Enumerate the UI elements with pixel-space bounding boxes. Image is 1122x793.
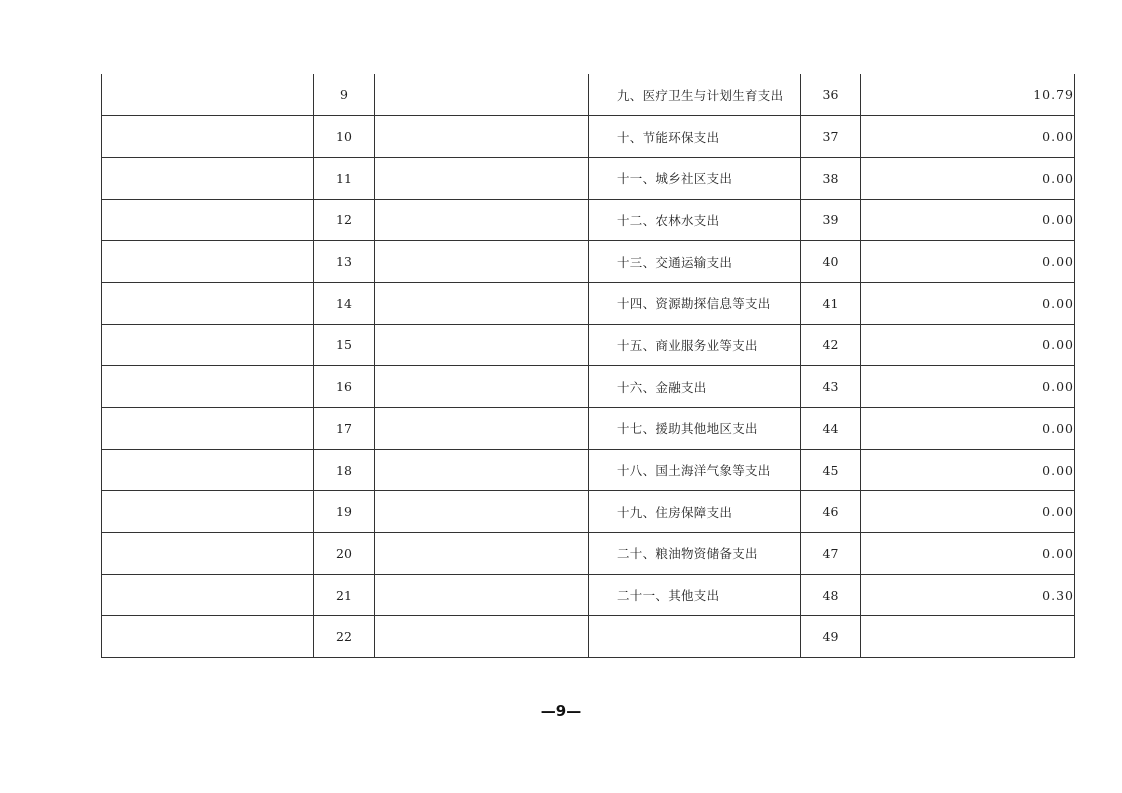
left-item-cell [102, 282, 314, 324]
right-row-number: 42 [801, 324, 861, 366]
right-row-number: 40 [801, 241, 861, 283]
left-amount-cell [375, 241, 589, 283]
left-amount-cell [375, 491, 589, 533]
right-item-label: 十二、农林水支出 [589, 199, 801, 241]
table-row [102, 74, 1075, 116]
left-row-number: 11 [314, 157, 375, 199]
budget-table-body [102, 74, 1075, 658]
left-item-cell [102, 533, 314, 575]
right-row-number: 47 [801, 533, 861, 575]
right-amount-value: 0.00 [861, 533, 1075, 575]
table-row [102, 491, 1075, 533]
left-item-cell [102, 116, 314, 158]
left-item-cell [102, 241, 314, 283]
left-row-number: 13 [314, 241, 375, 283]
table-row [102, 116, 1075, 158]
left-row-number: 18 [314, 449, 375, 491]
left-item-cell [102, 408, 314, 450]
left-item-cell [102, 449, 314, 491]
left-item-cell [102, 157, 314, 199]
left-item-cell [102, 199, 314, 241]
table-row [102, 324, 1075, 366]
right-item-label: 十八、国土海洋气象等支出 [589, 449, 801, 491]
left-row-number: 19 [314, 491, 375, 533]
left-row-number: 22 [314, 616, 375, 658]
right-amount-value: 0.00 [861, 366, 1075, 408]
right-item-label: 十四、资源勘探信息等支出 [589, 282, 801, 324]
left-amount-cell [375, 533, 589, 575]
table-row [102, 616, 1075, 658]
right-item-label: 二十、粮油物资储备支出 [589, 533, 801, 575]
right-amount-value: 0.00 [861, 157, 1075, 199]
page-number: —9— [540, 702, 582, 720]
right-amount-value: 10.79 [861, 74, 1075, 116]
right-item-label: 十三、交通运输支出 [589, 241, 801, 283]
right-amount-value: 0.00 [861, 491, 1075, 533]
left-item-cell [102, 574, 314, 616]
left-row-number: 21 [314, 574, 375, 616]
left-row-number: 9 [314, 74, 375, 116]
left-amount-cell [375, 199, 589, 241]
left-amount-cell [375, 282, 589, 324]
right-amount-value: 0.00 [861, 449, 1075, 491]
table-row [102, 282, 1075, 324]
left-amount-cell [375, 157, 589, 199]
right-amount-value: 0.00 [861, 408, 1075, 450]
left-amount-cell [375, 366, 589, 408]
right-row-number: 38 [801, 157, 861, 199]
left-item-cell [102, 366, 314, 408]
table-row [102, 408, 1075, 450]
left-amount-cell [375, 449, 589, 491]
table-row [102, 157, 1075, 199]
left-row-number: 20 [314, 533, 375, 575]
right-amount-value: 0.00 [861, 116, 1075, 158]
right-row-number: 44 [801, 408, 861, 450]
table-row [102, 533, 1075, 575]
right-amount-value: 0.00 [861, 199, 1075, 241]
table-row [102, 574, 1075, 616]
right-row-number: 43 [801, 366, 861, 408]
right-amount-value: 0.00 [861, 241, 1075, 283]
right-item-label: 十五、商业服务业等支出 [589, 324, 801, 366]
right-item-label: 十七、援助其他地区支出 [589, 408, 801, 450]
table-row [102, 199, 1075, 241]
left-amount-cell [375, 408, 589, 450]
right-amount-value: 0.30 [861, 574, 1075, 616]
budget-table-container [101, 74, 1074, 658]
left-amount-cell [375, 74, 589, 116]
left-row-number: 10 [314, 116, 375, 158]
right-item-label [589, 616, 801, 658]
right-item-label: 十、节能环保支出 [589, 116, 801, 158]
right-amount-value [861, 616, 1075, 658]
left-amount-cell [375, 574, 589, 616]
left-amount-cell [375, 616, 589, 658]
left-item-cell [102, 491, 314, 533]
left-row-number: 14 [314, 282, 375, 324]
left-item-cell [102, 324, 314, 366]
right-row-number: 41 [801, 282, 861, 324]
table-row [102, 449, 1075, 491]
right-row-number: 36 [801, 74, 861, 116]
left-amount-cell [375, 116, 589, 158]
left-item-cell [102, 74, 314, 116]
right-row-number: 46 [801, 491, 861, 533]
budget-table [101, 74, 1075, 658]
left-item-cell [102, 616, 314, 658]
right-row-number: 39 [801, 199, 861, 241]
right-item-label: 十六、金融支出 [589, 366, 801, 408]
left-row-number: 17 [314, 408, 375, 450]
table-row [102, 366, 1075, 408]
right-item-label: 十九、住房保障支出 [589, 491, 801, 533]
right-amount-value: 0.00 [861, 324, 1075, 366]
right-item-label: 十一、城乡社区支出 [589, 157, 801, 199]
right-row-number: 37 [801, 116, 861, 158]
right-amount-value: 0.00 [861, 282, 1075, 324]
right-item-label: 九、医疗卫生与计划生育支出 [589, 74, 801, 116]
right-row-number: 48 [801, 574, 861, 616]
table-row [102, 241, 1075, 283]
left-row-number: 12 [314, 199, 375, 241]
right-row-number: 45 [801, 449, 861, 491]
left-row-number: 16 [314, 366, 375, 408]
left-amount-cell [375, 324, 589, 366]
left-row-number: 15 [314, 324, 375, 366]
right-item-label: 二十一、其他支出 [589, 574, 801, 616]
right-row-number: 49 [801, 616, 861, 658]
